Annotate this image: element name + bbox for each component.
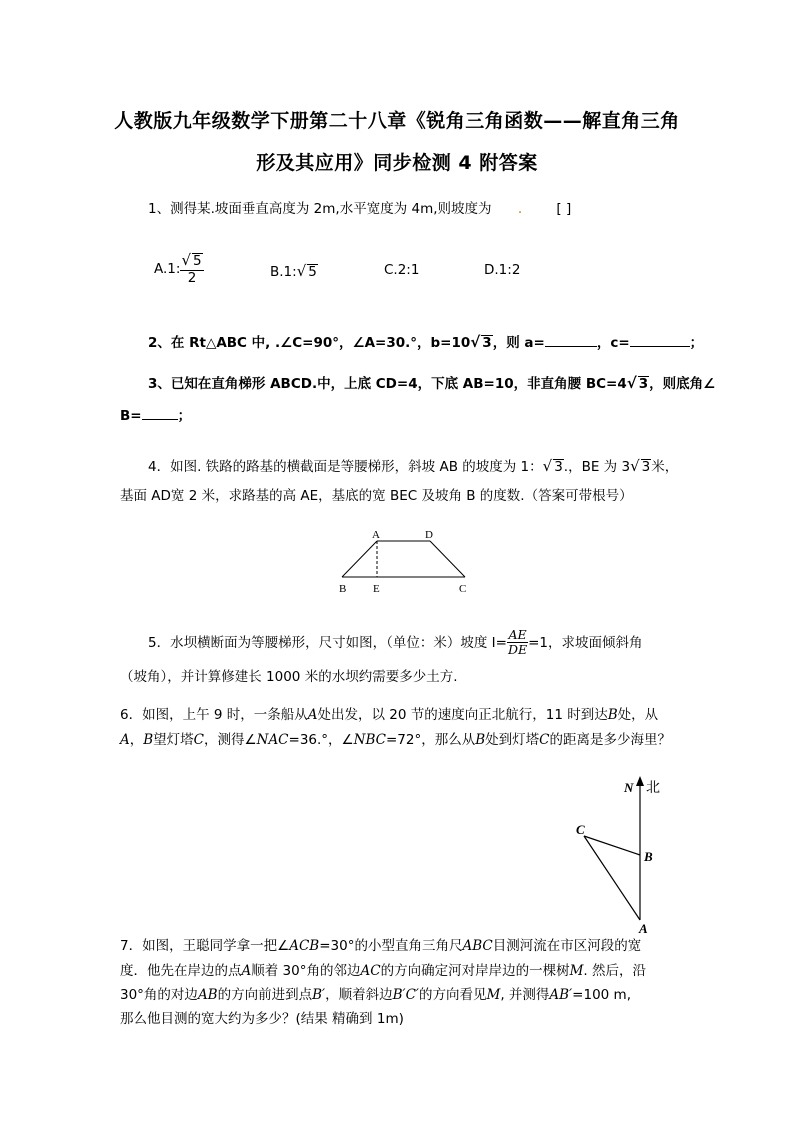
q2-radicand: 3 — [482, 335, 492, 351]
q5-denominator: DE — [507, 642, 528, 658]
q5-p2: =1，求坡面倾斜角 — [528, 634, 643, 651]
q2-blank-a[interactable] — [545, 346, 597, 347]
q6-l1a: 6．如图，上午 9 时，一条船从 — [120, 707, 308, 723]
q7-l2a: 度．他先在岸边的点 — [120, 963, 242, 979]
q6-nbc: NBC — [353, 732, 386, 748]
q5-p1: 5．水坝横断面为等腰梯形，尺寸如图，（单位：米）坡度 I= — [148, 634, 507, 651]
q7-l2b: 顺着 30°角的邻边 — [251, 963, 361, 979]
q1-option-a — [154, 252, 204, 286]
q6-l1-A: A — [307, 707, 318, 723]
label-B-nav: B — [644, 849, 653, 864]
label-B: B — [339, 583, 347, 595]
trapezoid-left-edge — [342, 541, 377, 577]
q4-radicand-1: 3 — [554, 459, 563, 475]
label-A-nav: A — [639, 921, 648, 935]
question-6-line1 — [120, 705, 658, 726]
q7-l2-M: M — [569, 963, 584, 979]
q3-prefix: 3、已知在直角梯形 ABCD.中，上底 CD=4，下底 AB=10，非直角腰 BC=4 — [148, 376, 627, 392]
question-4-line1: 4．如图. 铁路的路基的横截面是等腰梯形，斜坡 AB 的坡度为 1：√ 3.，BE 为 3√ 3米， — [148, 457, 679, 475]
q1-bracket: [ ] — [556, 201, 572, 217]
q6-l2i: 处到灯塔 — [485, 732, 540, 748]
q6-l2h: B — [475, 732, 486, 748]
q2-mid2: ，c= — [596, 335, 630, 351]
q7-l2-ac: AC — [360, 963, 381, 979]
q7-l3c: ，顺着斜边 — [325, 987, 393, 1003]
q7-l3-bc: B′C′ — [392, 987, 419, 1003]
q4-radicand-2: 3 — [641, 459, 651, 475]
q7-l3e: , 并测得 — [500, 987, 550, 1003]
q4-p2: .，BE 为 3 — [563, 459, 631, 475]
question-7-line4: 那么他目测的宽大约为多少？(结果 精确到 1m) — [120, 1011, 404, 1027]
q6-l2e: ，测得∠ — [204, 732, 257, 748]
q6-l2k: 的距离是多少海里？ — [549, 732, 672, 748]
line-CB — [584, 836, 640, 855]
q4-p3: 米， — [651, 459, 679, 475]
q7-l3a: 30°角的对边 — [120, 987, 198, 1003]
line-AC — [584, 836, 640, 920]
label-D: D — [425, 529, 433, 541]
q6-nac: NAC — [256, 732, 289, 748]
question-5-line2: （坡角），并计算修建长 1000 米的水坝约需要多少土方. — [120, 669, 458, 685]
q4-p1: 4．如图. 铁路的路基的横截面是等腰梯形，斜坡 AB 的坡度为 1： — [148, 459, 543, 475]
q6-l2b: ， — [129, 732, 144, 748]
q1-dot: . — [517, 201, 523, 217]
q6-l1b: 处出发，以 20 节的速度向正北航行，11 时到达 — [317, 707, 608, 723]
q2-mid: ，则 a= — [492, 335, 545, 351]
label-A: A — [372, 529, 380, 541]
question-3-line2 — [120, 406, 191, 427]
question-2: 2、在 Rt△ABC 中, .∠C=90°，∠A=30.°，b=10√ 3，则 a= ，c= ； — [148, 333, 704, 351]
q3-radicand: 3 — [638, 376, 649, 392]
label-N: N — [624, 780, 634, 795]
q1-option-a-prefix: A.1: — [154, 261, 181, 278]
q1-option-b-prefix: B.1: — [270, 264, 297, 280]
q2-end: ； — [689, 335, 704, 351]
trapezoid-right-edge — [430, 541, 465, 577]
q1-option-b-radicand: 5 — [308, 264, 317, 280]
question-5-line1 — [148, 628, 643, 658]
question-1 — [148, 199, 571, 220]
q7-l3-ab: AB — [197, 987, 218, 1003]
trapezoid-figure — [330, 525, 480, 597]
q6-l2j: C — [539, 732, 550, 748]
q5-numerator: AE — [508, 627, 527, 642]
q3-line2: B= — [120, 408, 142, 424]
q1-option-c: C.2:1 — [384, 262, 420, 278]
q1-option-a-denominator: 2 — [187, 269, 197, 286]
q3-suffix: ，则底角∠ — [649, 376, 716, 392]
q3-end: ； — [177, 408, 192, 424]
q6-l2g: =72°，那么从 — [386, 732, 476, 748]
question-7-line3 — [120, 985, 631, 1006]
q1-option-a-fraction: $\frac{√ 5}{2}$ — [181, 251, 202, 286]
q2-prefix: 2、在 Rt△ABC 中, .∠C=90°，∠A=30.°，b=10 — [148, 335, 471, 351]
q5-fraction — [507, 628, 528, 658]
north-arrow-icon — [636, 776, 644, 786]
label-C: C — [459, 583, 467, 595]
q1-option-a-radicand: 5 — [193, 253, 202, 269]
q7-abc: ABC — [462, 938, 493, 954]
q1-option-b: B.1:√ 5 — [270, 262, 317, 280]
q6-l2f: =36.°，∠ — [288, 732, 354, 748]
q7-l3d: 的方向看见 — [419, 987, 487, 1003]
q7-l1c: 目测河流在市区河段的宽 — [492, 938, 642, 954]
q1-text: 1、测得某.坡面垂直高度为 2m,水平宽度为 4m,则坡度为 — [148, 201, 492, 217]
q7-acb: ACB — [289, 938, 320, 954]
q7-l1a: 7．如图，王聪同学拿一把∠ — [120, 938, 290, 954]
q6-l2d: 望灯塔 — [153, 732, 194, 748]
q6-l1c: 处，从 — [617, 707, 659, 723]
q7-l3-M: M — [486, 987, 501, 1003]
q6-l2-C: C — [193, 732, 205, 748]
navigation-figure — [570, 770, 670, 935]
label-north: 北 — [646, 781, 660, 796]
q1-option-d: D.1:2 — [484, 262, 521, 278]
q6-l2c: B — [143, 732, 154, 748]
q7-l3f: =100 m, — [572, 987, 631, 1003]
q7-l3-B: B′ — [312, 987, 326, 1003]
page-title-line1: 人教版九年级数学下册第二十八章《锐角三角函数——解直角三角 — [114, 110, 680, 132]
question-7-line1 — [120, 936, 641, 957]
question-3-line1: 3、已知在直角梯形 ABCD.中，上底 CD=4，下底 AB=10，非直角腰 BC=4√ 3，则底角∠ — [148, 374, 716, 392]
q2-blank-c[interactable] — [630, 346, 690, 347]
page-title-line2: 形及其应用》同步检测 4 附答案 — [256, 152, 538, 174]
question-6-line2 — [120, 730, 671, 751]
label-C-nav: C — [576, 822, 585, 837]
question-7-line2 — [120, 961, 646, 982]
q7-l3b: 的方向前进到点 — [217, 987, 313, 1003]
q3-blank-b[interactable] — [142, 419, 178, 420]
question-4-line2: 基面 AD宽 2 米，求路基的高 AE，基底的宽 BEC 及坡角 B 的度数.（答案可带根号） — [120, 488, 633, 504]
q7-l1b: =30°的小型直角三角尺 — [319, 938, 463, 954]
q7-l3-ab2: AB′ — [549, 987, 573, 1003]
q7-l2d: . 然后，沿 — [583, 963, 646, 979]
q7-l2-A: A — [241, 963, 252, 979]
q6-l1-B: B — [607, 707, 618, 723]
q7-l2c: 的方向确定河对岸岸边的一棵树 — [380, 963, 570, 979]
label-E: E — [373, 583, 380, 595]
q6-l2a: A — [120, 732, 130, 748]
